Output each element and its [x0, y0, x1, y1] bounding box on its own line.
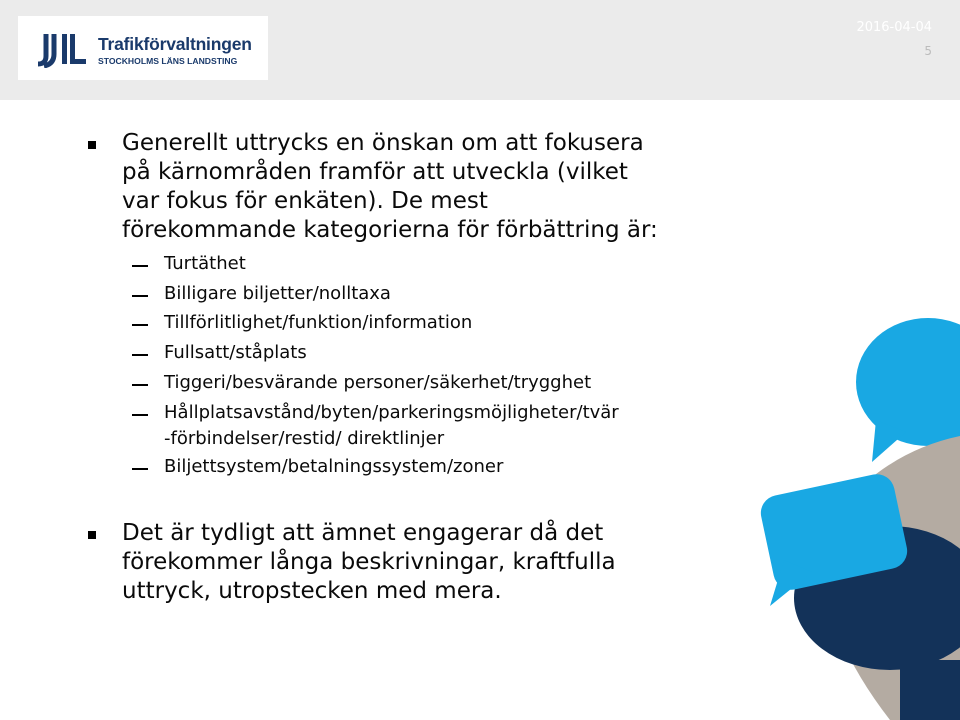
logo-subtitle: STOCKHOLMS LÄNS LANDSTING: [98, 56, 238, 66]
dash-marker: [132, 324, 148, 326]
logo-name: Trafikförvaltningen: [98, 34, 252, 54]
dash-marker: [132, 265, 148, 267]
bullet-text-1: [122, 129, 762, 245]
sub-item-continuation: -förbindelser/restid/ direktlinjer: [164, 428, 445, 449]
bullet2-line: Det är tydligt att ämnet engagerar då det: [122, 520, 604, 546]
sub-item: Fullsatt/ståplats: [164, 342, 307, 363]
dash-marker: [132, 354, 148, 356]
bullet-marker: [88, 141, 96, 149]
dash-marker: [132, 384, 148, 386]
sub-item: Billigare biljetter/nolltaxa: [164, 283, 391, 304]
sub-item: Tillförlitlighet/funktion/information: [164, 312, 473, 333]
bullet2-line: förekommer långa beskrivningar, kraftfulla: [122, 549, 616, 575]
dash-marker: [132, 468, 148, 470]
slide-date: 2016-04-04: [856, 20, 932, 35]
sub-item: Tiggeri/besvärande personer/säkerhet/trygghet: [164, 372, 592, 393]
bullet-text-2: [122, 519, 762, 606]
dash-marker: [132, 295, 148, 297]
dash-marker: [132, 414, 148, 416]
bullet1-line: på kärnområden framför att utveckla (vilket: [122, 159, 628, 185]
sub-item: Biljettsystem/betalningssystem/zoner: [164, 456, 504, 477]
bullet2-line: uttryck, utropstecken med mera.: [122, 578, 502, 604]
bullet-marker: [88, 531, 96, 539]
page-number: 5: [924, 44, 932, 58]
bullet1-line: var fokus för enkäten). De mest: [122, 188, 488, 214]
bullet1-line: förekommande kategorierna för förbättring är:: [122, 217, 658, 243]
bullet1-line: Generellt uttrycks en önskan om att fokusera: [122, 130, 644, 156]
sub-item: Turtäthet: [164, 253, 246, 274]
sub-item: Hållplatsavstånd/byten/parkeringsmöjligheter/tvär: [164, 402, 619, 423]
